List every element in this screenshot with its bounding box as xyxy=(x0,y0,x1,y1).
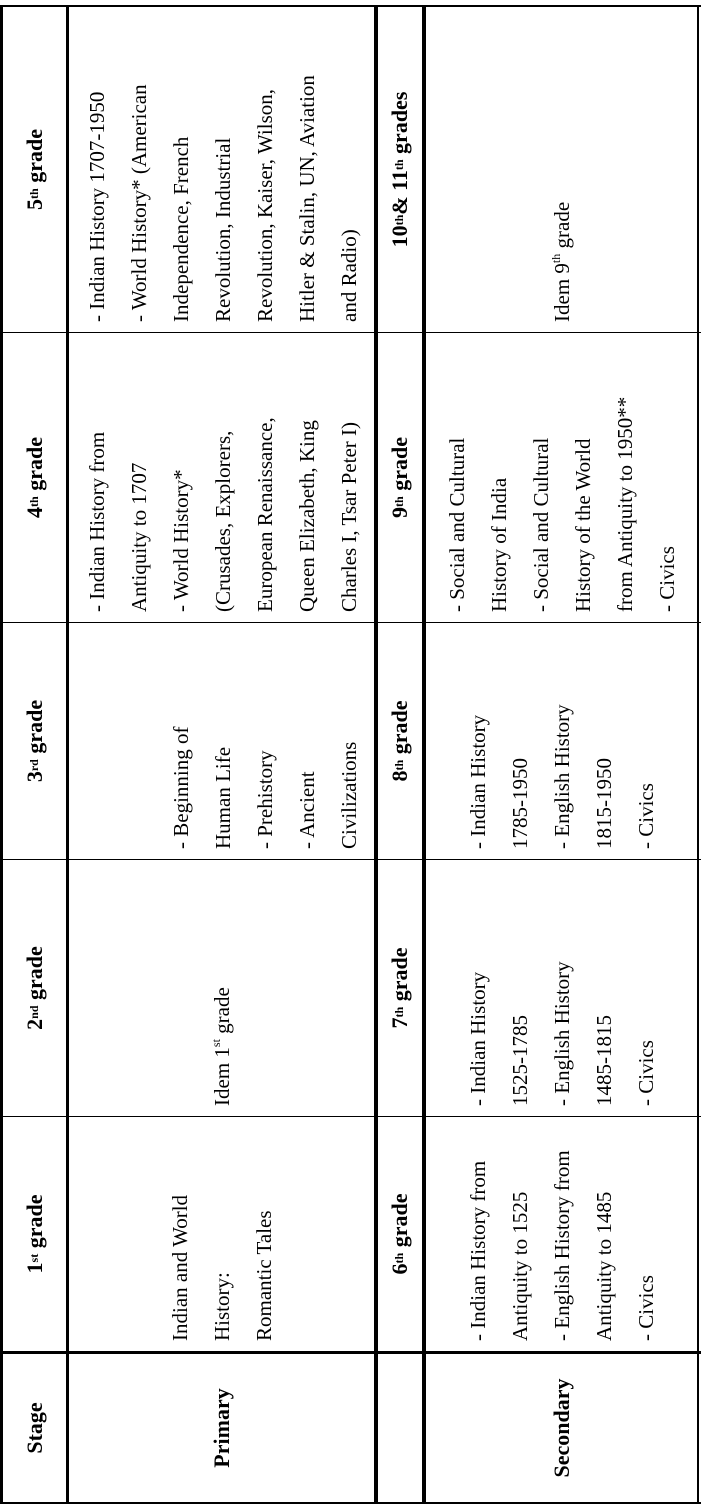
cell-line: 1485-1815 xyxy=(591,1015,616,1106)
cell-line: Civilizations xyxy=(337,741,361,849)
cell-line: Indian and World xyxy=(167,1194,192,1341)
cell-primary-grade1 xyxy=(69,1117,374,1351)
grade-header-1: 1 $^{st}$ grade xyxy=(21,1194,47,1274)
cell-line: Revolution, Industrial xyxy=(211,137,235,322)
cell-line: - Civics xyxy=(633,1040,658,1106)
grade-header-2: 2 $^{nd}$ grade xyxy=(21,946,47,1030)
cell-line: - Prehistory xyxy=(253,750,277,849)
grade-header-3: 3 $^{rd}$ grade xyxy=(21,699,47,783)
cell-secondary-grade6 xyxy=(426,1117,697,1351)
cell-line: Idem 1st grade xyxy=(208,987,234,1106)
cell-line: - Social and Cultural xyxy=(528,437,553,612)
cell-secondary-grade10-11 xyxy=(426,7,697,332)
cell-line: Human Life xyxy=(211,746,235,849)
cell-primary-grade5 xyxy=(69,7,374,332)
cell-line: Antiquity to 1485 xyxy=(591,1191,616,1341)
cell-secondary-grade8 xyxy=(426,623,697,859)
cell-line: 1815-1950 xyxy=(591,758,616,849)
stage-header: Stage xyxy=(21,1402,47,1454)
table-border-left xyxy=(0,1502,701,1504)
cell-line: 1785-1950 xyxy=(507,758,532,849)
cell-line: Charles I, Tsar Peter I) xyxy=(337,422,361,612)
cell-line: History of India xyxy=(486,477,511,612)
cell-line: - Indian History from xyxy=(465,1160,490,1341)
cell-line: - World History* (American xyxy=(127,84,151,322)
cell-line: Romantic Tales xyxy=(251,1210,276,1341)
cell-line: - Beginning of xyxy=(169,726,193,849)
grade-header-10-11: 10 $^{th}$ & 11 $^{th}$ grades xyxy=(387,91,412,248)
cell-line: - Civics xyxy=(633,783,658,849)
grade-header-7: 7 $^{th}$ grade xyxy=(387,947,412,1029)
cell-line: - Social and Cultural xyxy=(444,437,469,612)
cell-secondary-grade9 xyxy=(426,333,697,622)
cell-line: Hitler & Stalin, UN, Aviation xyxy=(295,75,319,322)
stage-primary: Primary xyxy=(208,1388,234,1468)
cell-line: European Renaissance, xyxy=(253,417,277,612)
grade-header-6: 6 $^{th}$ grade xyxy=(387,1193,412,1275)
cell-line: Antiquity to 1525 xyxy=(507,1191,532,1341)
grade-header-8: 8 $^{th}$ grade xyxy=(387,700,412,782)
cell-primary-grade4 xyxy=(69,333,374,622)
cell-line: 1525-1785 xyxy=(507,1015,532,1106)
cell-line: - Indian History xyxy=(465,714,490,849)
cell-line: and Radio) xyxy=(337,229,361,322)
cell-line: Queen Elizabeth, King xyxy=(295,420,319,612)
cell-primary-grade3 xyxy=(69,623,374,859)
cell-line: History: xyxy=(209,1272,234,1341)
table-border-bottom xyxy=(697,5,699,1504)
cell-line: - Civics xyxy=(633,1275,658,1341)
cell-line: - Indian History from xyxy=(85,431,109,612)
cell-line: Revolution, Kaiser, Wilson, xyxy=(253,89,277,322)
cell-line: - Indian History xyxy=(465,971,490,1106)
cell-line: - Civics xyxy=(654,546,679,612)
cell-line: Idem 9th grade xyxy=(548,201,574,322)
cell-line: - Indian History 1707-1950 xyxy=(85,91,109,322)
cell-line: - World History* xyxy=(169,469,193,612)
grade-header-5: 5 $^{th}$ grade xyxy=(21,129,47,210)
cell-primary-grade2 xyxy=(69,860,374,1116)
cell-line: - Ancient xyxy=(295,771,319,849)
stage-secondary: Secondary xyxy=(548,1378,574,1478)
cell-line: History of the World xyxy=(570,438,595,612)
cell-line: - English History from xyxy=(549,1150,574,1341)
cell-line: (Crusades, Explorers, xyxy=(211,430,235,612)
cell-line: - English History xyxy=(549,704,574,849)
cell-line: from Antiquity to 1950** xyxy=(612,396,637,612)
cell-secondary-grade7 xyxy=(426,860,697,1116)
grade-header-9: 9 $^{th}$ grade xyxy=(387,437,412,518)
cell-line: Independence, French xyxy=(169,136,193,322)
cell-line: Antiquity to 1707 xyxy=(127,462,151,612)
cell-line: - English History xyxy=(549,961,574,1106)
grade-header-4: 4 $^{th}$ grade xyxy=(21,437,47,518)
